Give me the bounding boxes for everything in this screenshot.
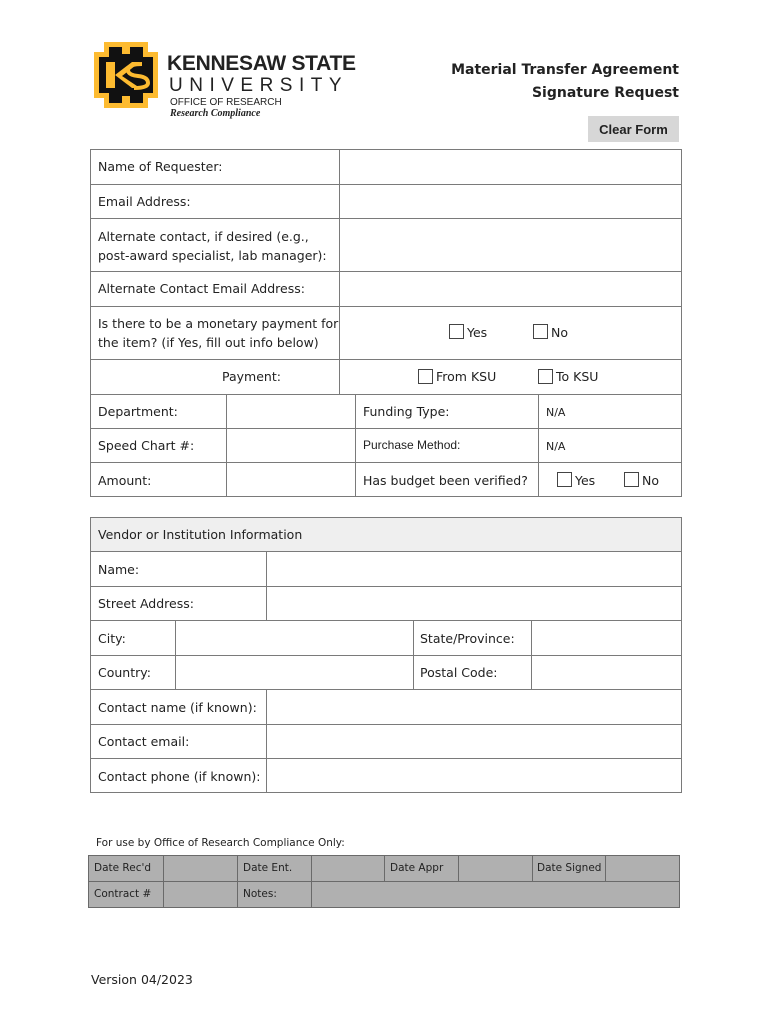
monetary-payment-label-line1: Is there to be a monetary payment for [98, 316, 339, 331]
contact-email-input[interactable] [267, 725, 681, 758]
date-signed-input[interactable] [606, 856, 679, 881]
funding-type-select[interactable]: N/A [546, 406, 566, 419]
contract-number-label: Contract # [94, 888, 152, 900]
logo-university-name: KENNESAW STATE [167, 52, 356, 75]
date-approved-label: Date Appr [390, 862, 444, 874]
amount-label: Amount: [98, 473, 152, 488]
monetary-payment-label-line2: the item? (if Yes, fill out info below) [98, 335, 319, 350]
state-province-label: State/Province: [420, 631, 515, 646]
form-title: Material Transfer Agreement [451, 62, 679, 78]
purchase-method-select[interactable]: N/A [546, 440, 566, 453]
logo-office-name: OFFICE OF RESEARCH [170, 97, 282, 108]
alternate-contact-input[interactable] [341, 219, 681, 271]
budget-no-checkbox[interactable] [624, 472, 639, 487]
contact-phone-label: Contact phone (if known): [98, 769, 261, 784]
postal-code-label: Postal Code: [420, 665, 498, 680]
monetary-no-checkbox[interactable] [533, 324, 548, 339]
ksu-monogram-icon [92, 40, 160, 110]
funding-type-label: Funding Type: [363, 404, 450, 419]
vendor-name-input[interactable] [267, 552, 681, 586]
department-label: Department: [98, 404, 178, 419]
payment-from-ksu-label: From KSU [436, 369, 497, 384]
date-entered-input[interactable] [312, 856, 384, 881]
date-received-input[interactable] [164, 856, 237, 881]
date-entered-label: Date Ent. [243, 862, 293, 874]
contact-email-label: Contact email: [98, 734, 190, 749]
budget-verified-label: Has budget been verified? [363, 473, 528, 488]
date-approved-input[interactable] [459, 856, 532, 881]
postal-code-input[interactable] [532, 656, 681, 689]
city-label: City: [98, 631, 126, 646]
logo-department-name: Research Compliance [170, 108, 261, 119]
state-province-input[interactable] [532, 621, 681, 655]
name-of-requester-input[interactable] [341, 150, 681, 184]
department-input[interactable] [227, 395, 355, 428]
speed-chart-input[interactable] [227, 429, 355, 462]
alternate-email-input[interactable] [341, 272, 681, 306]
ksu-logo [92, 40, 372, 120]
monetary-yes-checkbox[interactable] [449, 324, 464, 339]
notes-input[interactable] [312, 882, 679, 907]
contract-number-input[interactable] [164, 882, 237, 907]
amount-input[interactable] [227, 463, 355, 497]
street-address-label: Street Address: [98, 596, 194, 611]
purchase-method-label: Purchase Method: [363, 438, 461, 452]
country-label: Country: [98, 665, 151, 680]
contact-name-label: Contact name (if known): [98, 700, 257, 715]
speed-chart-label: Speed Chart #: [98, 438, 195, 453]
alternate-contact-label-line1: Alternate contact, if desired (e.g., [98, 229, 309, 244]
monetary-no-label: No [551, 325, 568, 340]
payment-to-ksu-checkbox[interactable] [538, 369, 553, 384]
country-input[interactable] [176, 656, 413, 689]
vendor-name-label: Name: [98, 562, 140, 577]
name-of-requester-label: Name of Requester: [98, 159, 223, 174]
date-signed-label: Date Signed [537, 862, 602, 874]
clear-form-button[interactable]: Clear Form [588, 116, 679, 142]
payment-from-ksu-checkbox[interactable] [418, 369, 433, 384]
alternate-email-label: Alternate Contact Email Address: [98, 281, 305, 296]
email-address-label: Email Address: [98, 194, 191, 209]
budget-yes-checkbox[interactable] [557, 472, 572, 487]
office-use-caption: For use by Office of Research Compliance Only: [96, 837, 345, 849]
logo-university-word: UNIVERSITY [169, 75, 349, 96]
street-address-input[interactable] [267, 587, 681, 620]
contact-name-input[interactable] [267, 690, 681, 724]
monetary-yes-label: Yes [467, 325, 488, 340]
budget-no-label: No [642, 473, 659, 488]
budget-yes-label: Yes [575, 473, 596, 488]
notes-label: Notes: [243, 888, 277, 900]
email-address-input[interactable] [341, 185, 681, 218]
alternate-contact-label-line2: post-award specialist, lab manager): [98, 248, 327, 263]
date-received-label: Date Rec'd [94, 862, 152, 874]
payment-to-ksu-label: To KSU [556, 369, 599, 384]
payment-label: Payment: [222, 369, 281, 384]
city-input[interactable] [176, 621, 413, 655]
form-subtitle: Signature Request [531, 85, 679, 101]
vendor-section-title: Vendor or Institution Information [98, 527, 303, 542]
contact-phone-input[interactable] [267, 759, 681, 793]
version-text: Version 04/2023 [91, 972, 193, 987]
